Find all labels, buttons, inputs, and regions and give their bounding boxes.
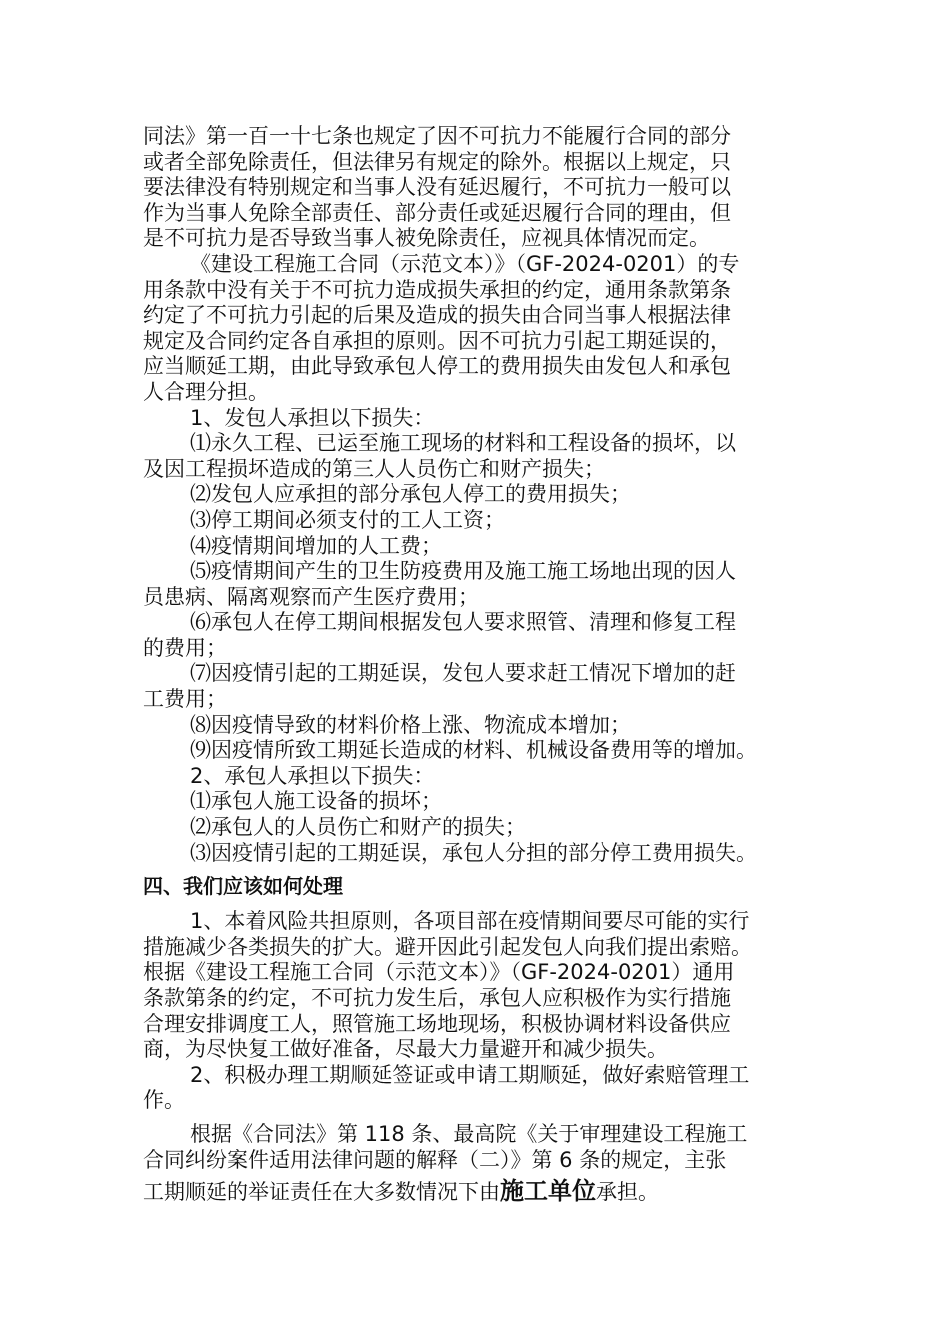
text-line: 措施减少各类损失的扩大。避开因此引起发包人向我们提出索赔。: [143, 934, 752, 959]
document-page: [143, 124, 815, 1206]
text-line: 作为当事人免除全部责任、部分责任或延迟履行合同的理由，但: [143, 200, 731, 225]
text-line: 根据《合同法》第 118 条、最高院《关于审理建设工程施工: [190, 1121, 748, 1146]
list-item: ⑸疫情期间产生的卫生防疫费用及施工施工场地出现的因人: [190, 559, 736, 584]
list-heading: 2、承包人承担以下损失：: [190, 763, 435, 788]
list-item: ⑶因疫情引起的工期延误，承包人分担的部分停工费用损失。: [190, 840, 757, 865]
list-item: ⑴承包人施工设备的损坏；: [190, 789, 442, 814]
text-line: 人合理分担。: [143, 379, 269, 404]
list-item: ⑴永久工程、已运至施工现场的材料和工程设备的损坏，以: [190, 431, 736, 456]
text-line: 应当顺延工期，由此导致承包人停工的费用损失由发包人和承包: [143, 354, 731, 379]
list-item: ⑵发包人应承担的部分承包人停工的费用损失；: [190, 482, 631, 507]
text-line: 商，为尽快复工做好准备，尽最大力量避开和减少损失。: [143, 1037, 668, 1062]
list-item-continued: 工费用；: [143, 687, 227, 712]
list-item-continued: 的费用；: [143, 635, 227, 660]
list-item: ⑺因疫情引起的工期延误，发包人要求赶工情况下增加的赶: [190, 661, 736, 686]
final-line: [143, 1179, 815, 1206]
list-item: ⑹承包人在停工期间根据发包人要求照管、清理和修复工程: [190, 610, 736, 635]
list-item-continued: 员患病、隔离观察而产生医疗费用；: [143, 584, 479, 609]
text-line: 《建设工程施工合同（示范文本）》（GF-2024-0201）的专: [190, 251, 740, 276]
text-line: 同法》第一百一十七条也规定了因不可抗力不能履行合同的部分: [143, 124, 731, 148]
list-item: ⑷疫情期间增加的人工费；: [190, 533, 442, 558]
section-heading: 四、我们应该如何处理: [143, 874, 343, 899]
text-line: 规定及合同约定各自承担的原则。因不可抗力引起工期延误的，: [143, 328, 731, 353]
text-line: 用条款中没有关于不可抗力造成损失承担的约定，通用条款第条: [143, 277, 731, 302]
text-line: 是不可抗力是否导致当事人被免除责任，应视具体情况而定。: [143, 226, 710, 251]
list-heading: 1、发包人承担以下损失：: [190, 405, 435, 430]
final-text-strong: 施工单位: [500, 1177, 596, 1206]
final-text-after: 承担。: [596, 1180, 659, 1205]
list-item-continued: 及因工程损坏造成的第三人人员伤亡和财产损失；: [143, 456, 605, 481]
list-item: ⑶停工期间必须支付的工人工资；: [190, 507, 505, 532]
list-item: ⑼因疫情所致工期延长造成的材料、机械设备费用等的增加。: [190, 738, 757, 763]
list-item: ⑻因疫情导致的材料价格上涨、物流成本增加；: [190, 712, 631, 737]
text-line: 要法律没有特别规定和当事人没有延迟履行，不可抗力一般可以: [143, 175, 731, 200]
text-line: 或者全部免除责任，但法律另有规定的除外。根据以上规定，只: [143, 149, 731, 174]
final-text-before: 工期顺延的举证责任在大多数情况下由: [143, 1180, 500, 1205]
text-line: 作。: [143, 1088, 185, 1113]
text-line: 约定了不可抗力引起的后果及造成的损失由合同当事人根据法律: [143, 303, 731, 328]
text-line: 条款第条的约定，不可抗力发生后，承包人应积极作为实行措施: [143, 986, 731, 1010]
text-line: 合同纠纷案件适用法律问题的解释（二）》第 6 条的规定，主张: [143, 1147, 727, 1172]
text-line: 根据《建设工程施工合同（示范文本）》（GF-2024-0201）通用: [143, 960, 735, 985]
text-line: 合理安排调度工人，照管施工场地现场，积极协调材料设备供应: [143, 1011, 731, 1036]
text-line: 1、本着风险共担原则，各项目部在疫情期间要尽可能的实行: [190, 909, 750, 934]
list-item: ⑵承包人的人员伤亡和财产的损失；: [190, 815, 526, 840]
text-line: 2、积极办理工期顺延签证或申请工期顺延，做好索赔管理工: [190, 1062, 750, 1087]
